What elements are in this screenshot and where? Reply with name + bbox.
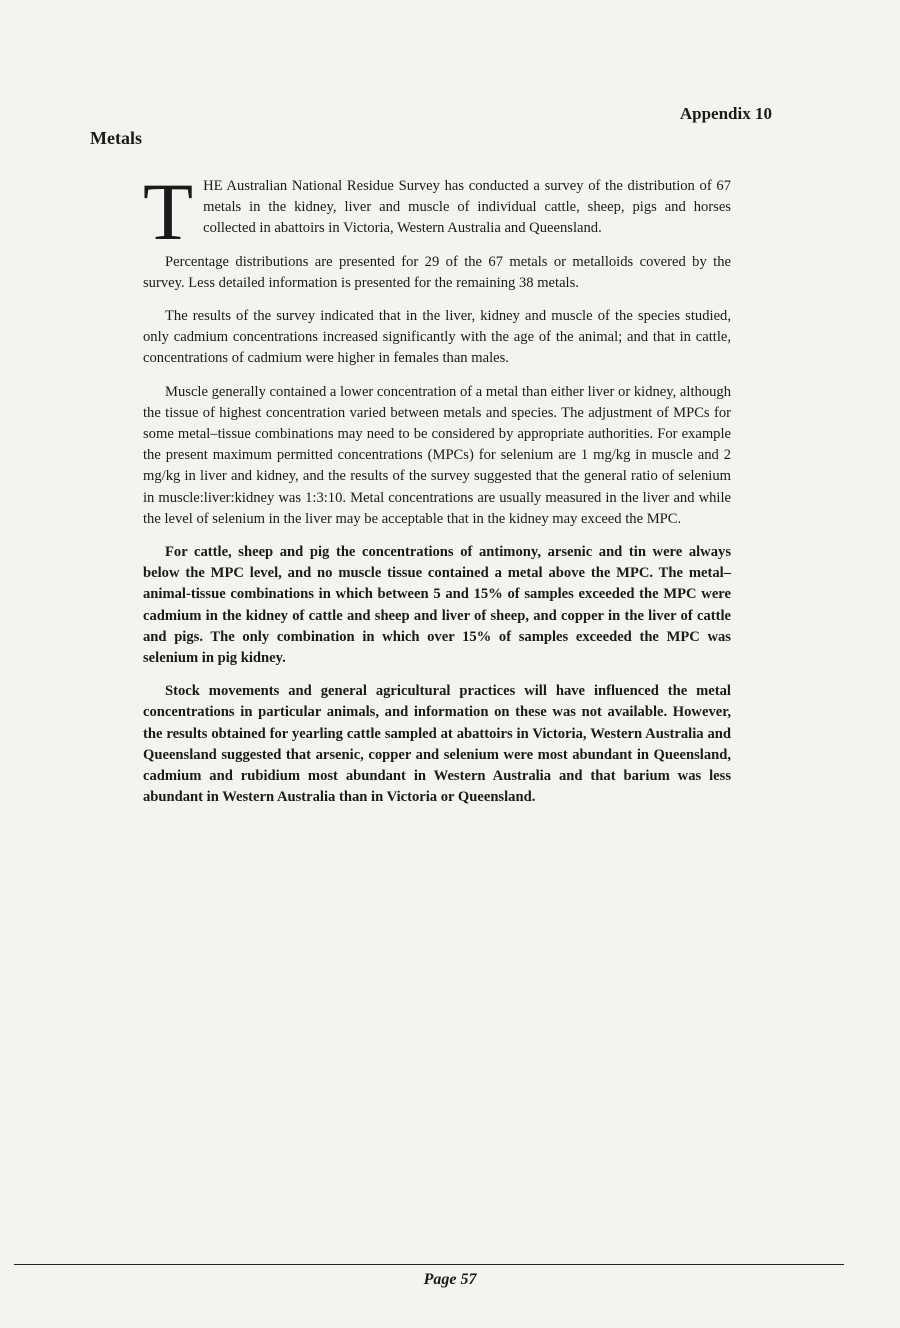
paragraph-intro-text: HE Australian National Residue Survey has conducted a survey of the distribution of 67 metals in the kidney, liver and muscle of individual cattle, sheep, pigs and horses collected in abattoirs in Victoria, Western Australia and Queensland.	[203, 178, 731, 237]
footer-rule	[14, 1264, 844, 1265]
paragraph-results: The results of the survey indicated that in the liver, kidney and muscle of the species studied, only cadmium concentrations increased significantly with the age of the animal; and that in cattle, concentrations of cadmium were higher in females than males.	[143, 308, 731, 367]
paragraph-distributions: Percentage distributions are presented for 29 of the 67 metals or metalloids covered by the survey. Less detailed information is presented for the remaining 38 metals.	[143, 253, 731, 291]
section-title: Metals	[90, 128, 142, 148]
dropcap-letter: T	[143, 166, 194, 257]
paragraph-muscle: Muscle generally contained a lower concentration of a metal than either liver or kidney, although the tissue of highest concentration varied between metals and species. The adjustment of MPCs for some metal–tissue combinations may need to be considered by appropriate authorities. For example the present maximum permitted concentrations (MPCs) for selenium are 1 mg/kg in muscle and 2 mg/kg in liver and kidney, and the results of the survey suggested that the general ratio of selenium in muscle:liver:kidney was 1:3:10. Metal concentrations are usually measured in the liver and while the level of selenium in the liver may be acceptable that in the kidney may exceed the MPC.	[143, 383, 731, 527]
page-number: Page 57	[423, 1271, 477, 1288]
paragraph-mpc-levels: For cattle, sheep and pig the concentrations of antimony, arsenic and tin were always below the MPC level, and no muscle tissue contained a metal above the MPC. The metal–animal-tissue combinations in which between 5 and 15% of samples exceeded the MPC were cadmium in the kidney of cattle and sheep and liver of sheep, and copper in the liver of cattle and pigs. The only combination in which over 15% of samples exceeded the MPC was selenium in pig kidney.	[143, 544, 731, 667]
paragraph-stock-movements: Stock movements and general agricultural practices will have influenced the metal concentrations in particular animals, and information on these was not available. However, the results obtained for yearling cattle sampled at abattoirs in Victoria, Western Australia and Queensland suggested that arsenic, copper and selenium were most abundant in Queensland, cadmium and rubidium most abundant in Western Australia and that barium was less abundant in Western Australia than in Victoria or Queensland.	[143, 683, 731, 806]
paragraph-intro	[143, 166, 731, 257]
appendix-label: Appendix 10	[679, 104, 772, 123]
body-text	[143, 166, 731, 820]
